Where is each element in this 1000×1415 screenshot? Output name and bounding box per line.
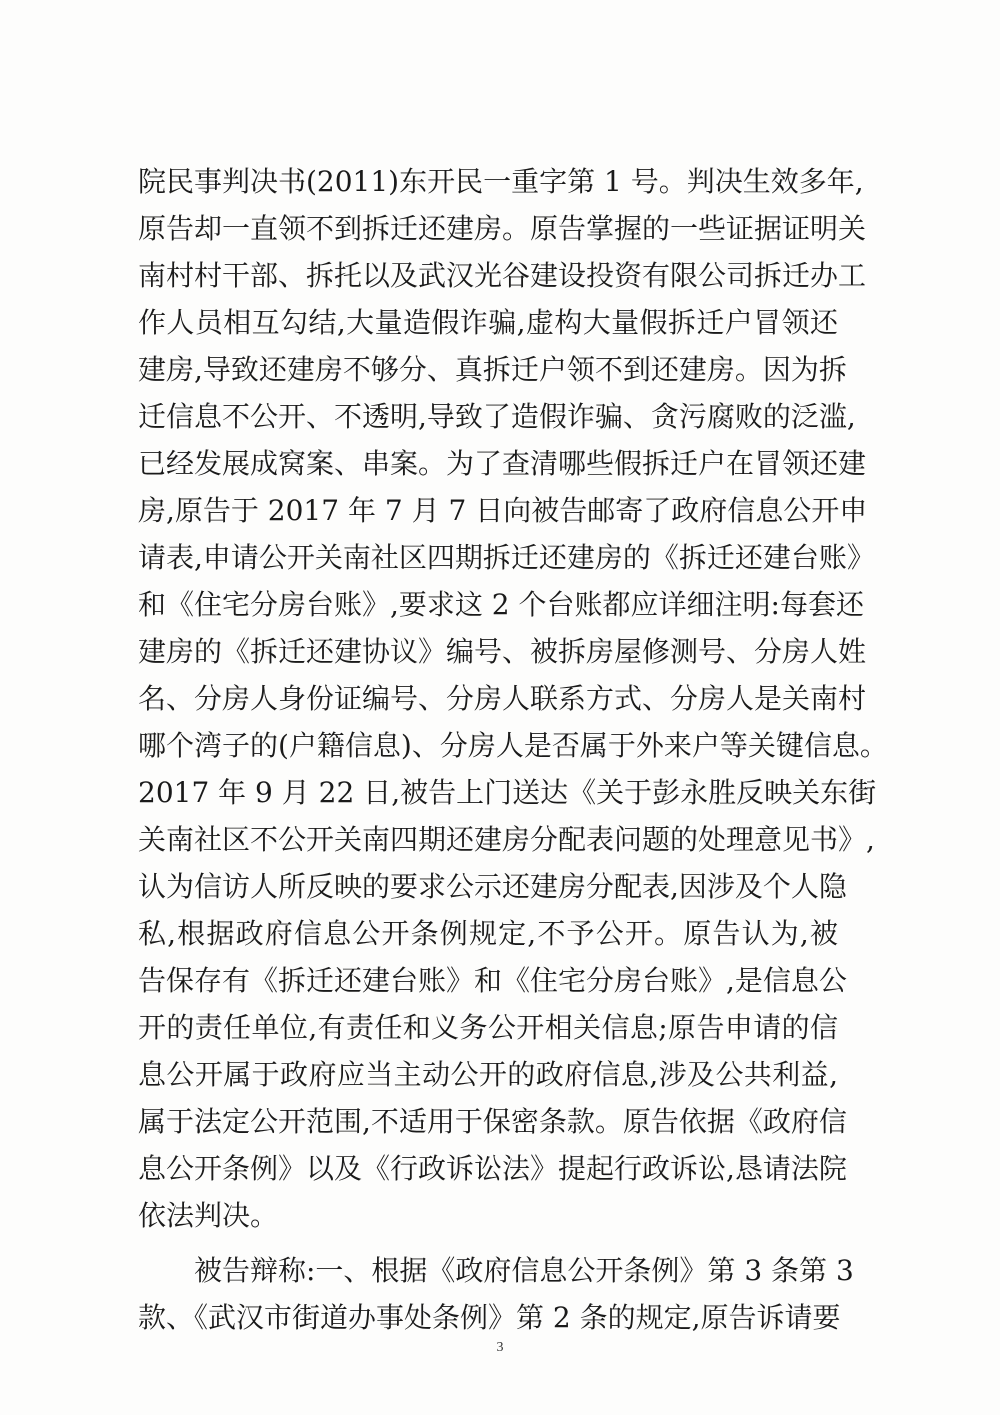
text-line: 建房的《拆迁还建协议》编号、被拆房屋修测号、分房人姓 [138, 635, 867, 668]
body-text [138, 158, 888, 1341]
paragraph-gap [138, 1239, 838, 1247]
text-line: 院民事判决书(2011)东开民一重字第 1 号。判决生效多年, [138, 165, 864, 198]
text-line: 和《住宅分房台账》,要求这 2 个台账都应详细注明:每套还 [138, 588, 864, 621]
text-line: 认为信访人所反映的要求公示还建房分配表,因涉及个人隐 [138, 870, 847, 903]
text-line: 款、《武汉市街道办事处条例》第 2 条的规定,原告诉请要 [138, 1301, 841, 1334]
text-line: 属于法定公开范围,不适用于保密条款。原告依据《政府信 [138, 1105, 847, 1138]
text-line: 作人员相互勾结,大量造假诈骗,虚构大量假拆迁户冒领还 [138, 306, 838, 339]
text-line: 息公开条例》以及《行政诉讼法》提起行政诉讼,恳请法院 [138, 1152, 847, 1185]
text-line: 迁信息不公开、不透明,导致了造假诈骗、贪污腐败的泛滥, [138, 400, 856, 433]
text-line: 建房,导致还建房不够分、真拆迁户领不到还建房。因为拆 [138, 353, 847, 386]
text-line: 告保存有《拆迁还建台账》和《住宅分房台账》,是信息公 [138, 964, 847, 997]
text-line: 房,原告于 2017 年 7 月 7 日向被告邮寄了政府信息公开申 [138, 494, 868, 527]
text-line: 哪个湾子的(户籍信息)、分房人是否属于外来户等关键信息。 [138, 729, 888, 762]
text-line: 被告辩称:一、根据《政府信息公开条例》第 3 条第 3 [194, 1254, 854, 1287]
text-line: 已经发展成窝案、串案。为了查清哪些假拆迁户在冒领还建 [138, 447, 867, 480]
text-line: 息公开属于政府应当主动公开的政府信息,涉及公共利益, [138, 1058, 838, 1091]
paragraph-1 [138, 158, 888, 1239]
text-line: 请表,申请公开关南社区四期拆迁还建房的《拆迁还建台账》 [138, 541, 875, 574]
paragraph-2 [138, 1247, 854, 1341]
text-line: 私,根据政府信息公开条例规定,不予公开。原告认为,被 [138, 917, 838, 950]
text-line: 关南社区不公开关南四期还建房分配表问题的处理意见书》, [138, 823, 875, 856]
text-line: 2017 年 9 月 22 日,被告上门送达《关于彭永胜反映关东街 [138, 776, 877, 809]
text-line: 开的责任单位,有责任和义务公开相关信息;原告申请的信 [138, 1011, 838, 1044]
page-number: 3 [496, 1340, 504, 1355]
text-line: 原告却一直领不到拆迁还建房。原告掌握的一些证据证明关 [138, 212, 867, 245]
text-line: 名、分房人身份证编号、分房人联系方式、分房人是关南村 [138, 682, 867, 715]
text-line: 依法判决。 [138, 1199, 279, 1232]
text-line: 南村村干部、拆托以及武汉光谷建设投资有限公司拆迁办工 [138, 259, 867, 292]
